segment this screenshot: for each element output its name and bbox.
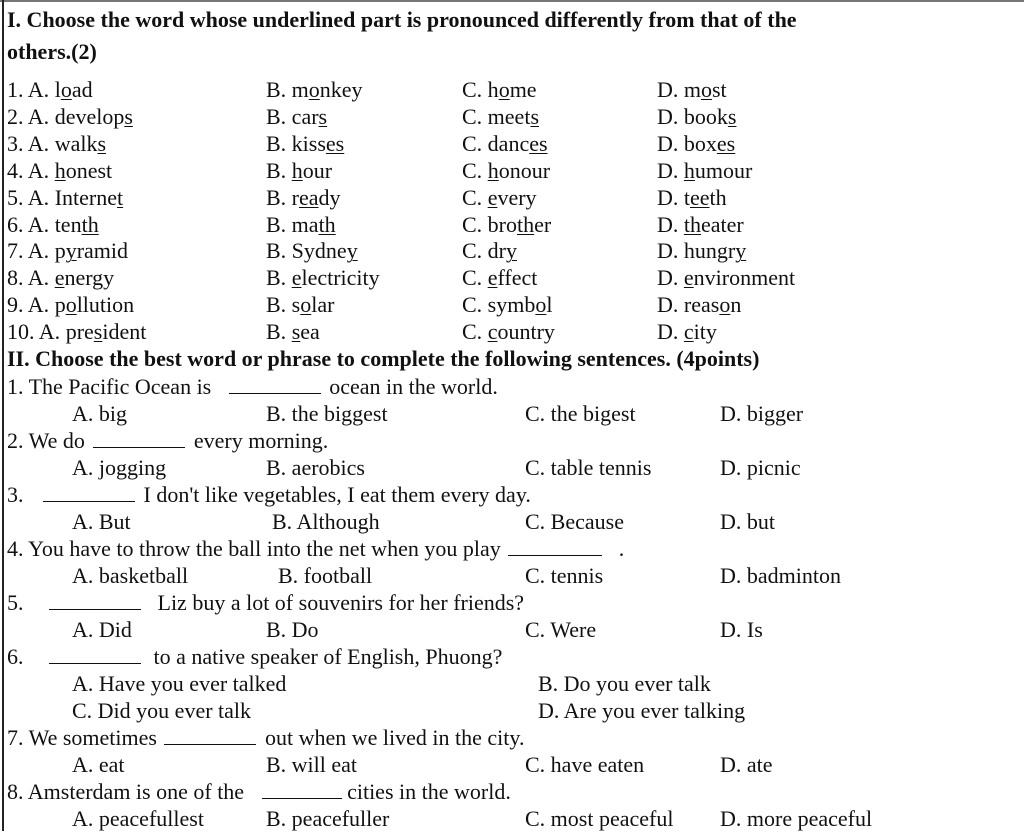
- word-part: ramid: [76, 238, 129, 264]
- word-part: B.: [266, 265, 292, 291]
- section1-item-6: [0, 211, 1024, 238]
- word-part: D.: [657, 157, 684, 183]
- item-7-option-a: [7, 237, 128, 264]
- word-part: lar: [311, 292, 335, 318]
- underlined-part: ee: [690, 184, 710, 210]
- q5-option-a: A. Did: [72, 617, 132, 642]
- item-6-option-a: [7, 211, 99, 238]
- word-part: ea: [300, 319, 320, 345]
- q4-option-a: A. basketball: [72, 563, 189, 588]
- item-5-option-a: [7, 184, 123, 211]
- item-8-option-a: [7, 264, 114, 291]
- q6-option-d: D. Are you ever talking: [538, 698, 746, 723]
- word-part: er: [534, 211, 552, 237]
- underlined-part: o: [308, 77, 320, 102]
- word-part: onest: [65, 157, 113, 183]
- question-8-blank: [262, 778, 342, 799]
- q1-option-d: D. bigger: [720, 401, 804, 426]
- word-part: th: [709, 184, 727, 210]
- question-6-post: to a native speaker of English, Phuong?: [153, 644, 503, 669]
- q4-option-c: C. tennis: [525, 563, 604, 588]
- word-part: ad: [71, 77, 93, 102]
- q8-option-a: A. peacefullest: [72, 806, 204, 831]
- item-number: 2. A.: [7, 103, 55, 129]
- word-part: ity: [693, 319, 717, 345]
- question-2: [7, 427, 328, 454]
- question-7-post: out when we lived in the city.: [264, 725, 525, 750]
- word-part: ffect: [497, 265, 538, 291]
- item-9-option-b: [266, 291, 334, 318]
- item-7-option-c: [462, 237, 517, 264]
- underlined-part: c: [487, 319, 498, 345]
- section1-item-2: [0, 103, 1024, 130]
- underlined-part: y: [346, 238, 358, 264]
- underlined-part: th: [683, 211, 702, 237]
- item-4-option-d: [657, 157, 752, 184]
- item-5-option-d: [657, 184, 727, 211]
- item-1-option-b: [266, 76, 363, 103]
- word-part: C. symb: [462, 292, 536, 318]
- word-part: our: [302, 157, 333, 183]
- underlined-part: t: [116, 184, 124, 210]
- underlined-part: h: [487, 157, 499, 183]
- item-number: 6. A.: [7, 211, 55, 237]
- word-part: l: [546, 292, 553, 318]
- question-4-blank: [508, 535, 602, 556]
- item-6-option-d: [657, 211, 744, 238]
- item-1-option-d: [657, 76, 727, 103]
- word-part: nkey: [319, 77, 363, 102]
- q7-option-a: A. eat: [72, 752, 125, 777]
- q7-option-c: C. have eaten: [525, 752, 645, 777]
- section1-item-9: [0, 291, 1024, 318]
- word-part: D.: [657, 265, 684, 291]
- q2-option-c: C. table tennis: [525, 455, 652, 480]
- underlined-part: th: [517, 211, 535, 237]
- word-part: C. danc: [462, 130, 530, 156]
- question-2-blank: [93, 427, 185, 448]
- underlined-part: s: [124, 103, 133, 129]
- item-2-option-d: [657, 103, 736, 130]
- q5-option-b: B. Do: [266, 617, 319, 642]
- underlined-part: s: [93, 319, 103, 345]
- underlined-part: th: [81, 211, 99, 237]
- item-3-option-a: [7, 130, 106, 157]
- q8-option-d: D. more peaceful: [720, 806, 873, 831]
- word-part: onour: [498, 157, 551, 183]
- underlined-part: c: [683, 319, 694, 345]
- word-part: D.: [657, 211, 684, 237]
- item-8-option-b: [266, 264, 380, 291]
- item-number: 7. A.: [7, 238, 55, 264]
- underlined-part: o: [719, 292, 731, 318]
- question-7-blank: [164, 724, 256, 745]
- underlined-part: e: [54, 265, 65, 291]
- item-2-option-b: [266, 103, 327, 130]
- question-5-post: Liz buy a lot of souvenirs for her friends?: [157, 590, 525, 615]
- q1-option-b: B. the biggest: [266, 401, 388, 426]
- word-part: B. m: [266, 77, 309, 102]
- word-part: st: [712, 77, 727, 102]
- word-part: p: [54, 292, 66, 318]
- underlined-part: s: [97, 130, 107, 156]
- question-3-pre: 3.: [7, 482, 24, 507]
- question-8-post: cities in the world.: [347, 779, 511, 804]
- question-5-blank: [49, 589, 141, 610]
- item-8-option-c: [462, 264, 537, 291]
- word-part: D. hungr: [657, 238, 736, 264]
- word-part: ten: [54, 211, 82, 237]
- item-1-option-a: [7, 76, 93, 103]
- item-10-option-a: [7, 318, 146, 345]
- item-4-option-b: [266, 157, 332, 184]
- word-part: C. bro: [462, 211, 517, 237]
- q3-option-c: C. Because: [525, 509, 624, 534]
- word-part: B.: [266, 319, 292, 345]
- word-part: nergy: [64, 265, 115, 291]
- q7-option-d: D. ate: [720, 752, 773, 777]
- word-part: walk: [54, 130, 98, 156]
- word-part: n: [730, 292, 742, 318]
- word-part: very: [497, 184, 537, 210]
- question-1-blank: [229, 373, 321, 394]
- item-10-option-b: [266, 318, 320, 345]
- word-part: D. reas: [657, 292, 720, 318]
- question-2-pre: 2. We do: [7, 428, 85, 453]
- underlined-part: y: [506, 238, 517, 264]
- word-part: B.: [266, 157, 292, 183]
- question-3-blank: [43, 481, 135, 502]
- q3-option-d: D. but: [720, 509, 775, 534]
- underlined-part: e: [683, 265, 694, 291]
- item-9-option-d: [657, 291, 741, 318]
- word-part: nvironment: [693, 265, 796, 291]
- item-5-option-c: [462, 184, 537, 211]
- question-8: [7, 778, 511, 805]
- word-part: umour: [694, 157, 753, 183]
- item-number: 1. A.: [7, 77, 55, 102]
- word-part: C. h: [462, 77, 499, 102]
- q6-option-b: B. Do you ever talk: [538, 671, 711, 696]
- q5-option-d: D. Is: [720, 617, 763, 642]
- underlined-part: s: [291, 319, 301, 345]
- underlined-part: y: [65, 238, 77, 264]
- underlined-part: e: [291, 265, 302, 291]
- word-part: dy: [318, 184, 341, 210]
- q2-option-b: B. aerobics: [266, 455, 365, 480]
- question-3-post: I don't like vegetables, I eat them every day.: [143, 482, 531, 507]
- question-6: [7, 643, 502, 670]
- item-4-option-c: [462, 157, 550, 184]
- item-3-option-c: [462, 130, 548, 157]
- section1-item-4: [0, 157, 1024, 184]
- question-1-pre: 1. The Pacific Ocean is: [7, 374, 212, 399]
- item-5-option-b: [266, 184, 341, 211]
- section1-title-line2: others.(2): [7, 39, 97, 64]
- word-part: Interne: [54, 184, 117, 210]
- word-part: C.: [462, 184, 488, 210]
- word-part: pre: [65, 319, 94, 345]
- underlined-part: es: [325, 130, 345, 156]
- item-number: 3. A.: [7, 130, 55, 156]
- question-8-pre: 8. Amsterdam is one of the: [7, 779, 245, 804]
- item-2-option-a: [7, 103, 133, 130]
- underlined-part: s: [727, 103, 737, 129]
- word-part: B. kiss: [266, 130, 326, 156]
- q8-option-c: C. most peaceful: [525, 806, 674, 831]
- question-4-post: .: [618, 536, 625, 561]
- word-part: D. m: [657, 77, 701, 102]
- underlined-part: o: [535, 292, 547, 318]
- underlined-part: o: [300, 292, 312, 318]
- word-part: B. r: [266, 184, 299, 210]
- q6-option-a: A. Have you ever talked: [72, 671, 287, 696]
- item-4-option-a: [7, 157, 112, 184]
- q7-option-b: B. will eat: [266, 752, 358, 777]
- item-8-option-d: [657, 264, 795, 291]
- word-part: ident: [102, 319, 147, 345]
- word-part: D. book: [657, 103, 728, 129]
- underlined-part: s: [318, 103, 328, 129]
- section1-item-7: [0, 237, 1024, 264]
- section1-item-3: [0, 130, 1024, 157]
- underlined-part: ea: [299, 184, 319, 210]
- q5-option-c: C. Were: [525, 617, 597, 642]
- item-1-option-c: [462, 76, 537, 103]
- underlined-part: th: [318, 211, 336, 237]
- word-part: p: [54, 238, 66, 264]
- underlined-part: o: [65, 292, 77, 318]
- question-6-blank: [49, 643, 141, 664]
- underlined-part: s: [530, 103, 539, 129]
- q8-option-b: B. peacefuller: [266, 806, 390, 831]
- section1-item-8: [0, 264, 1024, 291]
- q3-option-b: B. Although: [272, 509, 380, 534]
- question-7: [7, 724, 524, 751]
- word-part: C.: [462, 319, 488, 345]
- question-2-post: every morning.: [193, 428, 329, 453]
- word-part: C. meet: [462, 103, 531, 129]
- q4-option-b: B. football: [278, 563, 373, 588]
- item-3-option-d: [657, 130, 735, 157]
- underlined-part: h: [683, 157, 695, 183]
- word-part: develop: [54, 103, 125, 129]
- q1-option-a: A. big: [72, 401, 127, 426]
- q4-option-d: D. badminton: [720, 563, 841, 588]
- q3-option-a: A. But: [72, 509, 131, 534]
- question-6-pre: 6.: [7, 644, 24, 669]
- word-part: B. car: [266, 103, 319, 129]
- section2-title: II. Choose the best word or phrase to complete the following sentences. (4points): [7, 346, 760, 371]
- underlined-part: e: [487, 184, 498, 210]
- underlined-part: o: [60, 77, 72, 102]
- word-part: lectricity: [301, 265, 380, 291]
- word-part: C.: [462, 265, 488, 291]
- word-part: D.: [657, 319, 684, 345]
- word-part: B. s: [266, 292, 301, 318]
- question-1: [7, 373, 498, 400]
- item-6-option-c: [462, 211, 551, 238]
- underlined-part: es: [716, 130, 736, 156]
- top-border: [0, 0, 1024, 2]
- item-number: 9. A.: [7, 292, 55, 318]
- item-3-option-b: [266, 130, 344, 157]
- question-4-pre: 4. You have to throw the ball into the net when you play: [7, 536, 501, 561]
- q2-option-d: D. picnic: [720, 455, 801, 480]
- item-number: 5. A.: [7, 184, 55, 210]
- question-4: [7, 535, 624, 562]
- item-6-option-b: [266, 211, 336, 238]
- item-9-option-a: [7, 291, 134, 318]
- item-number: 8. A.: [7, 265, 55, 291]
- word-part: me: [509, 77, 537, 102]
- item-10-option-d: [657, 318, 717, 345]
- section1-item-5: [0, 184, 1024, 211]
- item-7-option-d: [657, 237, 746, 264]
- word-part: D. t: [657, 184, 690, 210]
- underlined-part: es: [529, 130, 548, 156]
- item-7-option-b: [266, 237, 358, 264]
- q1-option-c: C. the bigest: [525, 401, 636, 426]
- word-part: llution: [76, 292, 135, 318]
- word-part: C. dr: [462, 238, 506, 264]
- word-part: B. ma: [266, 211, 319, 237]
- item-2-option-c: [462, 103, 539, 130]
- word-part: l: [54, 77, 61, 102]
- q6-option-c: C. Did you ever talk: [72, 698, 252, 723]
- word-part: ountry: [497, 319, 555, 345]
- item-number: 10. A.: [7, 319, 66, 345]
- word-part: D. box: [657, 130, 717, 156]
- item-number: 4. A.: [7, 157, 55, 183]
- question-3: [7, 481, 531, 508]
- underlined-part: h: [291, 157, 303, 183]
- underlined-part: o: [498, 77, 510, 102]
- question-1-post: ocean in the world.: [329, 374, 498, 399]
- underlined-part: y: [735, 238, 747, 264]
- item-9-option-c: [462, 291, 552, 318]
- word-part: B. Sydne: [266, 238, 347, 264]
- question-5-pre: 5.: [7, 590, 24, 615]
- underlined-part: o: [701, 77, 712, 102]
- question-7-pre: 7. We sometimes: [7, 725, 157, 750]
- question-5: [7, 589, 524, 616]
- word-part: C.: [462, 157, 488, 183]
- underlined-part: h: [54, 157, 66, 183]
- section1-item-10: [0, 318, 1024, 345]
- word-part: eater: [701, 211, 744, 237]
- item-10-option-c: [462, 318, 555, 345]
- section1-item-1: [0, 76, 1024, 103]
- underlined-part: e: [487, 265, 498, 291]
- q2-option-a: A. jogging: [72, 455, 167, 480]
- section1-title-line1: I. Choose the word whose underlined part is pronounced differently from that of the: [7, 7, 797, 32]
